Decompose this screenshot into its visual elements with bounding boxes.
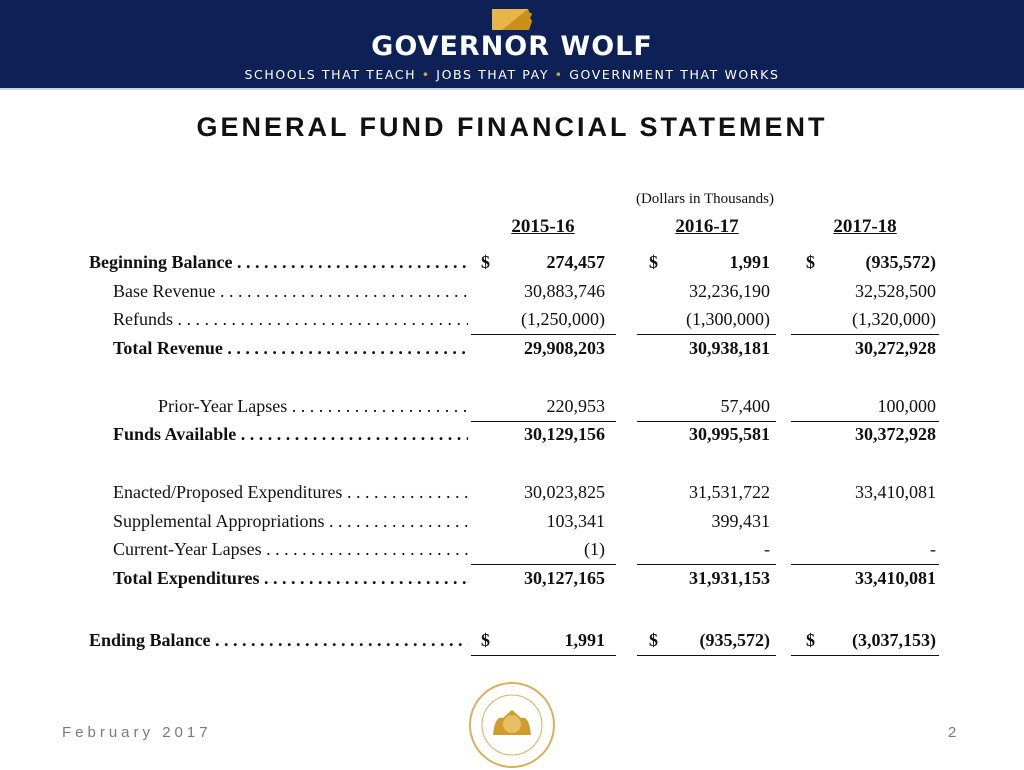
row-label-text: Beginning Balance <box>89 252 233 272</box>
value-text: (1,320,000) <box>852 309 936 329</box>
value-cell <box>791 539 939 565</box>
tagline-1: SCHOOLS THAT TEACH <box>244 67 417 82</box>
dollar-sign: $ <box>806 630 815 650</box>
value-text: - <box>764 539 770 559</box>
row-label <box>113 309 468 335</box>
value-text: 30,883,746 <box>524 281 605 301</box>
row-label <box>113 539 468 565</box>
row-label-text: Prior-Year Lapses <box>158 396 288 416</box>
value-cell <box>471 482 616 508</box>
row-label-text: Supplemental Appropriations <box>113 511 325 531</box>
units-note: (Dollars in Thousands) <box>635 191 775 207</box>
value-text: 100,000 <box>877 396 936 416</box>
value-cell <box>791 568 939 594</box>
row-label-text: Total Revenue <box>113 338 223 358</box>
value-cell <box>471 630 616 656</box>
row-label-text: Current-Year Lapses <box>113 539 262 559</box>
row-label <box>113 568 468 594</box>
value-cell <box>791 511 939 537</box>
value-text: (1,300,000) <box>686 309 770 329</box>
dollar-sign: $ <box>481 252 490 272</box>
value-cell <box>471 338 616 364</box>
row-base-revenue <box>0 281 1024 307</box>
tagline: SCHOOLS THAT TEACH • JOBS THAT PAY • GOVERNMENT THAT WORKS <box>244 67 780 82</box>
row-label-text: Enacted/Proposed Expenditures <box>113 482 343 502</box>
value-text: 31,531,722 <box>689 482 770 502</box>
value-cell <box>791 482 939 508</box>
dollar-sign: $ <box>649 252 658 272</box>
row-beginning-balance <box>0 252 1024 278</box>
header-banner <box>0 0 1024 90</box>
value-cell <box>637 424 776 450</box>
row-funds-available <box>0 424 1024 450</box>
value-text: (935,572) <box>865 252 936 272</box>
value-cell <box>637 482 776 508</box>
value-cell <box>637 338 776 364</box>
dollar-sign: $ <box>649 630 658 650</box>
value-text: 32,236,190 <box>689 281 770 301</box>
slide-title: GENERAL FUND FINANCIAL STATEMENT <box>196 112 828 142</box>
value-cell <box>637 396 776 422</box>
row-label <box>113 482 468 508</box>
value-text: 220,953 <box>546 396 605 416</box>
value-cell <box>471 252 616 278</box>
value-text: 57,400 <box>720 396 770 416</box>
value-text: 30,272,928 <box>855 338 936 358</box>
value-cell <box>471 568 616 594</box>
value-text: (1) <box>584 539 605 559</box>
value-text: 30,372,928 <box>855 424 936 444</box>
state-seal-icon <box>465 680 560 770</box>
value-text: 103,341 <box>546 511 605 531</box>
year-header: 2017-18 <box>833 216 897 237</box>
row-label-text: Ending Balance <box>89 630 211 650</box>
value-cell <box>637 630 776 656</box>
row-label <box>113 338 468 364</box>
year-header: 2016-17 <box>675 216 739 237</box>
value-cell <box>637 281 776 307</box>
value-cell <box>791 309 939 335</box>
dollar-sign: $ <box>481 630 490 650</box>
row-refunds <box>0 309 1024 335</box>
row-label <box>113 424 468 450</box>
row-total-revenue <box>0 338 1024 364</box>
row-label <box>89 252 468 278</box>
pennsylvania-logo-icon <box>492 9 532 30</box>
row-label <box>158 396 468 422</box>
row-label-text: Funds Available <box>113 424 237 444</box>
row-label-text: Refunds <box>113 309 173 329</box>
row-prior-year-lapses <box>0 396 1024 422</box>
value-cell <box>637 568 776 594</box>
value-text: 32,528,500 <box>855 281 936 301</box>
value-cell <box>471 309 616 335</box>
value-cell <box>471 511 616 537</box>
value-cell <box>637 309 776 335</box>
row-label <box>113 511 468 537</box>
value-text: - <box>930 539 936 559</box>
value-cell <box>471 424 616 450</box>
value-cell <box>637 511 776 537</box>
value-text: 33,410,081 <box>855 482 936 502</box>
row-total-expenditures <box>0 568 1024 594</box>
value-text: 1,991 <box>564 630 605 650</box>
value-cell <box>791 424 939 450</box>
value-text: (3,037,153) <box>852 630 936 650</box>
value-cell <box>791 252 939 278</box>
value-text: (1,250,000) <box>521 309 605 329</box>
row-current-year-lapses <box>0 539 1024 565</box>
value-text: 30,023,825 <box>524 482 605 502</box>
dollar-sign: $ <box>806 252 815 272</box>
value-cell <box>791 338 939 364</box>
value-text: 1,991 <box>729 252 770 272</box>
value-cell <box>637 539 776 565</box>
row-enacted-proposed-expenditures <box>0 482 1024 508</box>
value-cell <box>637 252 776 278</box>
value-text: 30,127,165 <box>524 568 605 588</box>
tagline-2: JOBS THAT PAY <box>436 67 550 82</box>
value-cell <box>791 281 939 307</box>
value-text: 31,931,153 <box>689 568 770 588</box>
value-text: 29,908,203 <box>524 338 605 358</box>
page-number: 2 <box>948 724 957 741</box>
value-cell <box>791 630 939 656</box>
tagline-3: GOVERNMENT THAT WORKS <box>569 67 780 82</box>
value-cell <box>471 281 616 307</box>
value-text: 30,938,181 <box>689 338 770 358</box>
value-text: 30,995,581 <box>689 424 770 444</box>
row-supplemental-appropriations <box>0 511 1024 537</box>
value-cell <box>471 396 616 422</box>
row-ending-balance <box>0 630 1024 656</box>
year-header: 2015-16 <box>511 216 575 237</box>
row-label <box>89 630 468 656</box>
row-label-text: Base Revenue <box>113 281 216 301</box>
row-label-text: Total Expenditures <box>113 568 260 588</box>
value-cell <box>791 396 939 422</box>
governor-title: GOVERNOR WOLF <box>371 31 653 62</box>
value-text: (935,572) <box>699 630 770 650</box>
footer-date: February 2017 <box>62 724 212 741</box>
value-text: 30,129,156 <box>524 424 605 444</box>
value-text: 33,410,081 <box>855 568 936 588</box>
value-text: 399,431 <box>711 511 770 531</box>
value-cell <box>471 539 616 565</box>
row-label <box>113 281 468 307</box>
value-text: 274,457 <box>546 252 605 272</box>
